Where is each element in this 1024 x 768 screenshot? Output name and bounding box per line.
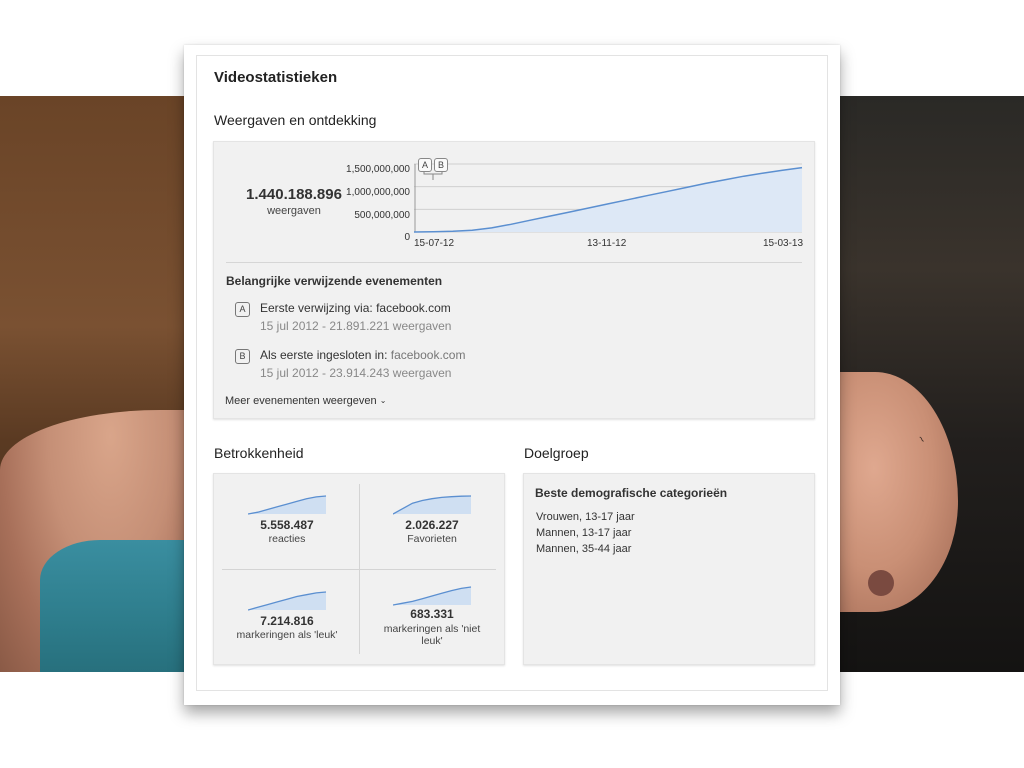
views-divider <box>226 262 802 263</box>
chart-marker-b[interactable]: B <box>434 158 448 172</box>
engagement-label: Favorieten <box>407 533 457 545</box>
x-tick-label: 13-11-12 <box>587 238 627 249</box>
views-area <box>414 168 802 232</box>
demographic-item: Mannen, 13-17 jaar <box>536 527 632 539</box>
chart-marker-a[interactable]: A <box>418 158 432 172</box>
views-panel <box>213 141 815 419</box>
sparkline-niet-leuk <box>393 585 473 607</box>
more-events-label: Meer evenementen weergeven <box>225 395 377 407</box>
y-tick-label: 1,000,000,000 <box>346 187 410 198</box>
sparkline-reacties <box>248 494 328 516</box>
event-a-line <box>260 301 451 315</box>
event-b-label: Als eerste ingesloten in: <box>260 348 388 362</box>
event-badge-b: B <box>235 349 250 364</box>
engagement-value: 5.558.487 <box>260 518 314 532</box>
views-section-title: Weergaven en ontdekking <box>214 112 377 128</box>
engagement-label: markeringen als 'leuk' <box>236 629 338 641</box>
y-tick-label: 500,000,000 <box>354 210 410 221</box>
demographic-item: Mannen, 35-44 jaar <box>536 543 632 555</box>
sparkline-favorieten <box>393 494 473 516</box>
engagement-hdivider <box>222 569 496 570</box>
event-a-source[interactable]: facebook.com <box>376 301 451 315</box>
engagement-value: 7.214.816 <box>260 614 314 628</box>
x-tick-label: 15-07-12 <box>414 238 455 249</box>
events-title: Belangrijke verwijzende evenementen <box>226 274 443 288</box>
y-tick-label: 0 <box>404 232 410 243</box>
x-tick-label: 15-03-13 <box>763 238 804 249</box>
audience-title: Doelgroep <box>524 445 589 461</box>
background-photo-tattoo: ~ <box>913 431 930 447</box>
engagement-label: reacties <box>268 533 306 545</box>
more-events-link[interactable] <box>225 395 386 407</box>
engagement-value: 2.026.227 <box>405 518 459 532</box>
engagement-panel <box>213 473 505 665</box>
event-badge-a: A <box>235 302 250 317</box>
demographic-item: Vrouwen, 13-17 jaar <box>536 511 635 523</box>
total-views-label: weergaven <box>267 205 321 217</box>
event-a-label: Eerste verwijzing via: <box>260 301 373 315</box>
event-b-line <box>260 348 465 362</box>
chevron-down-icon: ⌄ <box>379 396 387 405</box>
engagement-value: 683.331 <box>410 607 454 621</box>
total-views-value: 1.440.188.896 <box>246 186 342 203</box>
event-b-detail: 15 jul 2012 - 23.914.243 weergaven <box>260 366 452 380</box>
views-chart <box>414 152 806 242</box>
event-a-detail: 15 jul 2012 - 21.891.221 weergaven <box>260 319 452 333</box>
background-photo-detail <box>868 570 894 596</box>
video-stats-card <box>184 45 840 705</box>
engagement-title: Betrokkenheid <box>214 445 304 461</box>
y-tick-label: 1,500,000,000 <box>346 164 410 175</box>
page-title: Videostatistieken <box>214 69 338 86</box>
engagement-label: markeringen als 'niet leuk' <box>383 623 481 647</box>
background-photo-left-shirt <box>40 540 184 672</box>
sparkline-leuk <box>248 590 328 612</box>
audience-panel <box>523 473 815 665</box>
demographics-title: Beste demografische categorieën <box>535 486 728 500</box>
event-b-source[interactable]: facebook.com <box>390 348 466 362</box>
